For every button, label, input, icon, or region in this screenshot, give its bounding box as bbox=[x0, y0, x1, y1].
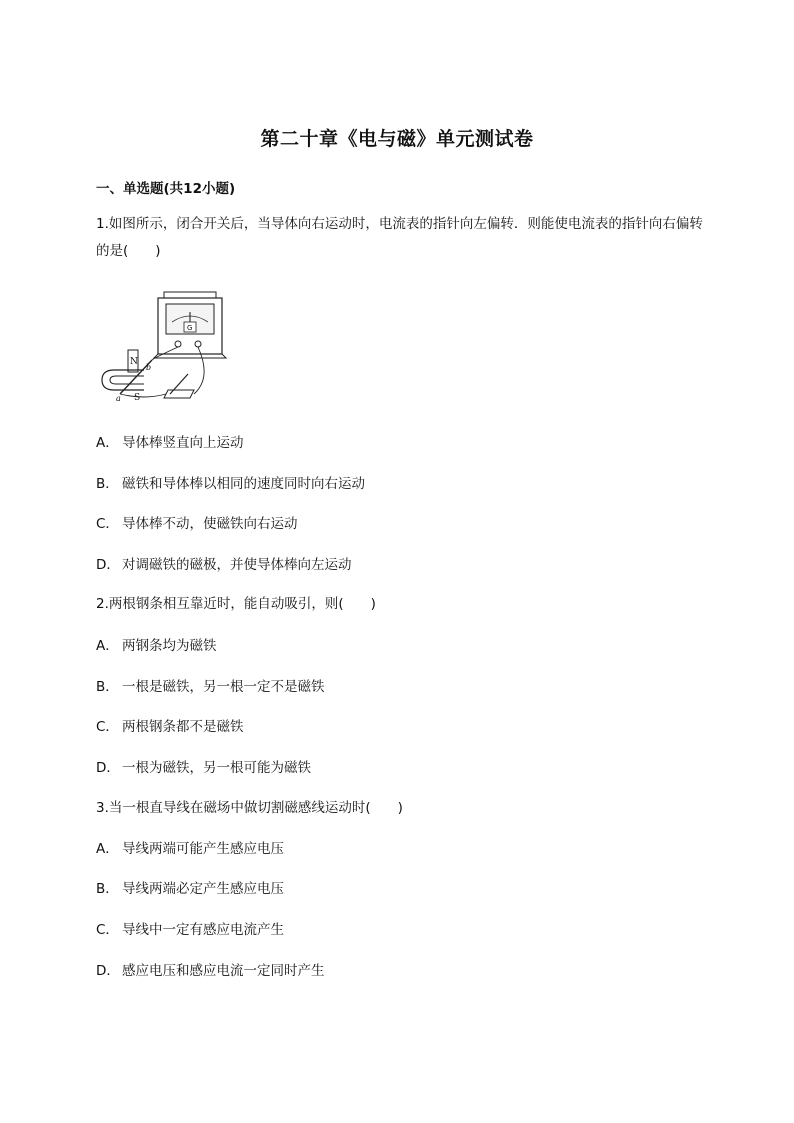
question-1-option-c[interactable] bbox=[96, 514, 298, 534]
question-1-stem: 1.如图所示，闭合开关后，当导体向右运动时，电流表的指针向左偏转．则能使电流表的指针向右偏转的是( ) bbox=[96, 216, 703, 259]
option-letter: C． bbox=[96, 719, 119, 735]
option-text: 导线中一定有感应电流产生 bbox=[122, 922, 284, 938]
option-letter: B． bbox=[96, 881, 119, 897]
switch bbox=[164, 374, 194, 398]
galvanometer-circuit-figure bbox=[94, 288, 238, 408]
question-3-option-b[interactable] bbox=[96, 879, 284, 899]
rod-end-a-label: a bbox=[116, 394, 121, 403]
question-2-stem: 2.两根钢条相互靠近时，能自动吸引，则( ) bbox=[96, 596, 376, 612]
magnet-south-label: S bbox=[134, 393, 141, 403]
option-letter: D． bbox=[96, 760, 120, 776]
svg-text:G: G bbox=[187, 324, 193, 332]
option-text: 感应电压和感应电流一定同时产生 bbox=[122, 963, 325, 979]
option-text: 导体棒竖直向上运动 bbox=[122, 435, 244, 451]
option-text: 一根为磁铁，另一根可能为磁铁 bbox=[122, 760, 311, 776]
option-text: 对调磁铁的磁极，并使导体棒向左运动 bbox=[122, 557, 352, 573]
option-letter: D． bbox=[96, 963, 120, 979]
question-2-option-b[interactable] bbox=[96, 677, 325, 697]
option-text: 两根钢条都不是磁铁 bbox=[122, 719, 244, 735]
question-3-option-c[interactable] bbox=[96, 920, 284, 940]
option-letter: A． bbox=[96, 435, 119, 451]
question-2-option-c[interactable] bbox=[96, 717, 244, 737]
option-text: 一根是磁铁，另一根一定不是磁铁 bbox=[122, 679, 325, 695]
question-1-option-b[interactable] bbox=[96, 474, 365, 494]
option-text: 导线两端可能产生感应电压 bbox=[122, 841, 284, 857]
option-letter: A． bbox=[96, 638, 119, 654]
question-2-option-d[interactable] bbox=[96, 758, 311, 778]
option-letter: A． bbox=[96, 841, 119, 857]
question-3-option-a[interactable] bbox=[96, 839, 284, 859]
question-2-option-a[interactable] bbox=[96, 636, 217, 656]
section-heading: 一、单选题(共12小题) bbox=[96, 181, 236, 197]
question-1-option-d[interactable] bbox=[96, 555, 352, 575]
option-letter: C． bbox=[96, 922, 119, 938]
page-title: 第二十章《电与磁》单元测试卷 bbox=[260, 128, 534, 150]
option-text: 两钢条均为磁铁 bbox=[122, 638, 217, 654]
rod-end-b-label: b bbox=[146, 363, 152, 372]
option-letter: B． bbox=[96, 679, 119, 695]
galvanometer bbox=[154, 292, 226, 358]
question-3-stem: 3.当一根直导线在磁场中做切割磁感线运动时( ) bbox=[96, 800, 403, 816]
option-text: 导体棒不动，使磁铁向右运动 bbox=[122, 516, 298, 532]
option-letter: B． bbox=[96, 476, 119, 492]
magnet-north-label: N bbox=[130, 357, 138, 367]
question-3-option-d[interactable] bbox=[96, 961, 325, 981]
option-letter: D． bbox=[96, 557, 120, 573]
question-1-option-a[interactable] bbox=[96, 433, 244, 453]
option-letter: C． bbox=[96, 516, 119, 532]
option-text: 导线两端必定产生感应电压 bbox=[122, 881, 284, 897]
option-text: 磁铁和导体棒以相同的速度同时向右运动 bbox=[122, 476, 365, 492]
